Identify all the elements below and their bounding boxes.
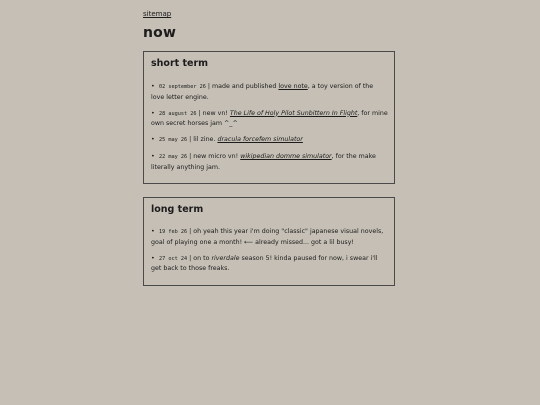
entry-separator: | xyxy=(189,136,192,143)
entry-emphasis: riverdale xyxy=(211,254,240,262)
entry-date: 22 may 26 xyxy=(159,154,188,160)
bullet-icon: • xyxy=(151,109,155,117)
entry-text: new vn! xyxy=(202,109,228,117)
entry-text: new micro vn! xyxy=(193,153,239,160)
list-item xyxy=(151,135,388,146)
list-item xyxy=(151,109,388,129)
entry-link-love-note[interactable]: love note xyxy=(278,83,308,90)
entry-text: , for mine own secret horses jam ^_^ xyxy=(151,109,388,127)
entry-date: 25 may 26 xyxy=(159,137,188,143)
long-term-list xyxy=(151,227,388,280)
entry-separator: | xyxy=(189,153,192,160)
entry-separator: | xyxy=(189,254,192,262)
entry-date: 19 feb 26 xyxy=(159,229,188,235)
bullet-icon: • xyxy=(151,254,155,262)
entry-date: 27 oct 24 xyxy=(159,255,188,262)
section-heading-long-term: long term xyxy=(151,204,204,215)
entry-date: 28 august 26 xyxy=(159,110,197,117)
entry-text: oh yeah this year i'm doing "classic" japanese visual novels, goal of playing one a month! ⟵ already missed... got a lil busy! xyxy=(151,228,384,246)
short-term-section xyxy=(143,51,395,184)
entry-separator: | xyxy=(198,109,201,117)
bullet-icon: • xyxy=(151,136,155,143)
list-item xyxy=(151,254,388,274)
bullet-icon: • xyxy=(151,83,155,90)
entry-text: on to xyxy=(193,254,210,262)
entry-link-wikipedian[interactable]: wikipedian domme simulator xyxy=(240,153,332,160)
sitemap-link[interactable]: sitemap xyxy=(143,10,172,18)
entry-text: lil zine. xyxy=(193,136,216,143)
short-term-list xyxy=(151,82,388,179)
long-term-section xyxy=(143,197,395,286)
entry-separator: | xyxy=(189,228,192,235)
bullet-icon: • xyxy=(151,228,155,235)
list-item xyxy=(151,227,388,247)
bullet-icon: • xyxy=(151,153,155,160)
list-item xyxy=(151,82,388,102)
page-title: now xyxy=(143,25,177,41)
entry-text: season 5! kinda paused for now, i swear i'll get back to those freaks. xyxy=(151,254,378,272)
entry-text: made and published xyxy=(212,83,277,90)
entry-separator: | xyxy=(207,83,210,90)
entry-text: , for the make literally anything jam. xyxy=(151,153,376,171)
entry-link-dracula[interactable]: dracula forcefem simulator xyxy=(217,136,303,143)
entry-date: 02 september 26 xyxy=(159,84,206,90)
section-heading-short-term: short term xyxy=(151,58,209,69)
entry-text: , a toy version of the love letter engine. xyxy=(151,83,374,101)
list-item xyxy=(151,152,388,172)
entry-link-sunbittern[interactable]: The Life of Holy Pilot Sunbittern In Flight xyxy=(229,109,358,117)
